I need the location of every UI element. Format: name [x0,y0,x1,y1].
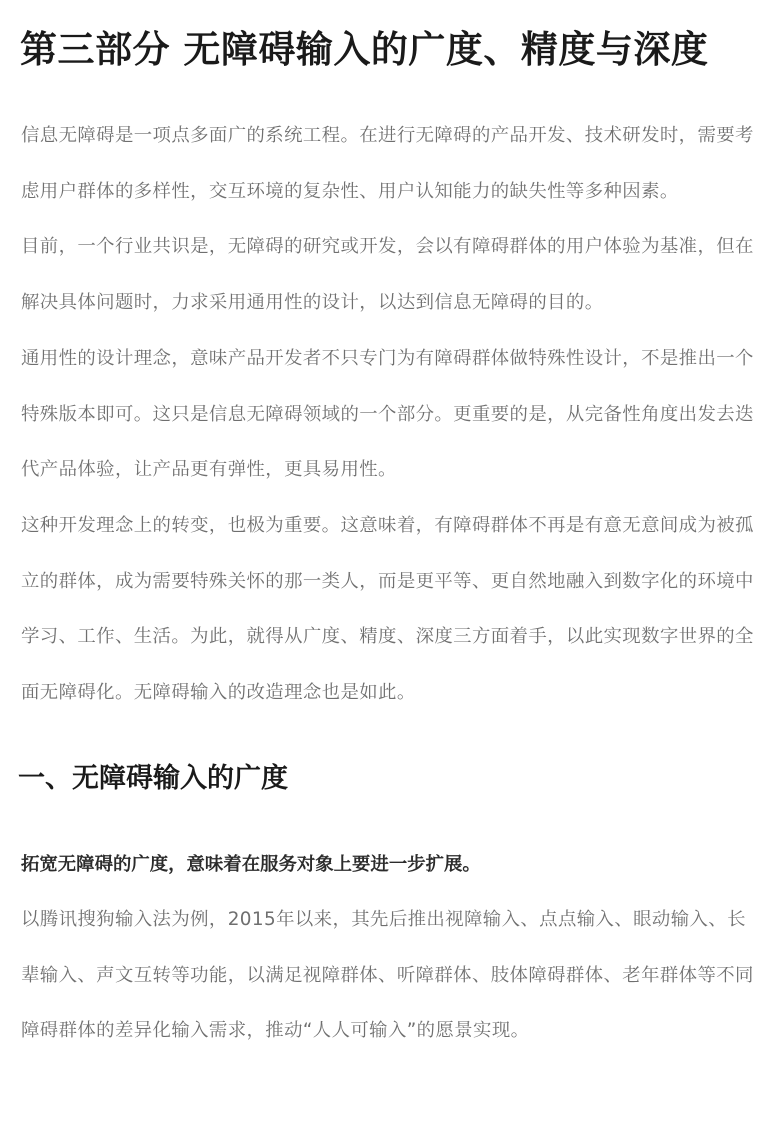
section1-body [21,892,761,1059]
paragraph: 这种开发理念上的转变，也极为重要。这意味着，有障碍群体不再是有意无意间成为被孤立的群体，成为需要特殊关怀的那一类人，而是更平等、更自然地融入到数字化的环境中学习、工作、生活。为此，就得从广度、精度、深度三方面着手，以此实现数字世界的全面无障碍化。无障碍输入的改造理念也是如此。 [21,514,754,704]
section-lead: 拓宽无障碍的广度，意味着在服务对象上要进一步扩展。 [21,854,481,875]
article-title: 第三部分 无障碍输入的广度、精度与深度 [20,28,709,71]
paragraph: 信息无障碍是一项点多面广的系统工程。在进行无障碍的产品开发、技术研发时，需要考虑用户群体的多样性，交互环境的复杂性、用户认知能力的缺失性等多种因素。 [21,125,754,202]
paragraph: 目前，一个行业共识是，无障碍的研究或开发，会以有障碍群体的用户体验为基准，但在解决具体问题时，力求采用通用性的设计，以达到信息无障碍的目的。 [21,236,754,314]
intro-section [21,108,761,721]
section-heading: 一、无障碍输入的广度 [18,763,288,794]
paragraph: 以腾讯搜狗输入法为例，2015年以来，其先后推出视障输入、点点输入、眼动输入、长辈输入、声文互转等功能，以满足视障群体、听障群体、肢体障碍群体、老年群体等不同障碍群体的差异化输入需求，推动“人人可输入”的愿景实现。 [21,909,754,1042]
paragraph: 通用性的设计理念，意味产品开发者不只专门为有障碍群体做特殊性设计，不是推出一个特殊版本即可。这只是信息无障碍领域的一个部分。更重要的是，从完备性角度出发去迭代产品体验，让产品更有弹性，更具易用性。 [21,347,754,481]
